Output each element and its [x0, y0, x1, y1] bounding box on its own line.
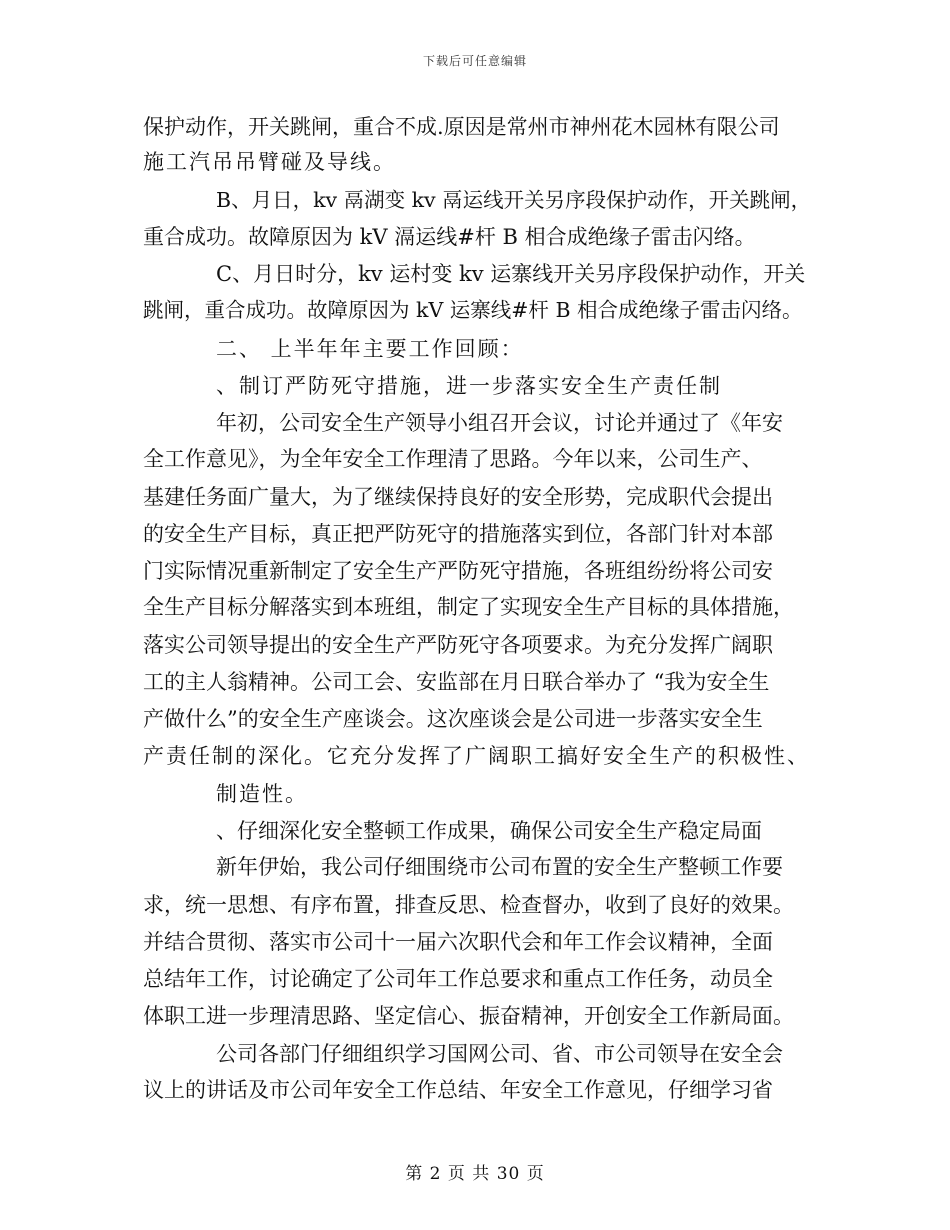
section-heading: 二、 上半年年主要工作回顾：: [216, 337, 524, 361]
text-line: 门实际情况重新制定了安全生产严防死守措施，各班组纷纷将公司安: [143, 559, 773, 583]
text-line: 全工作意见》，为全年安全工作理清了思路。今年以来，公司生产、: [143, 447, 763, 471]
text-line: 新年伊始，我公司仔细围绕市公司布置的安全生产整顿工作要: [216, 855, 783, 879]
text-line: 施工汽吊吊臂碰及导线。: [143, 150, 396, 174]
text-line: 重合成功。故障原因为 kV 滆运线#杆 B 相合成绝缘子雷击闪络。: [143, 225, 756, 249]
text-line: 年初，公司安全生产领导小组召开会议，讨论并通过了《年安: [216, 411, 783, 435]
text-line: 保护动作，开关跳闸，重合不成.原因是常州市神州花木园林有限公司: [143, 115, 780, 139]
text-line: 总结年工作，讨论确定了公司年工作总要求和重点工作任务，动员全: [143, 967, 773, 991]
text-line: 公司各部门仔细组织学习国网公司、省、市公司领导在安全会: [216, 1042, 783, 1066]
text-line: 产责任制的深化。它充分发挥了广阔职工搞好安全生产的积极性、: [143, 744, 810, 768]
text-line: 制造性。: [216, 782, 308, 806]
text-line: 体职工进一步理清思路、坚定信心、振奋精神，开创安全工作新局面。: [143, 1004, 794, 1028]
text-line: 议上的讲话及市公司年安全工作总结、年安全工作意见，仔细学习省: [143, 1078, 773, 1102]
text-line: 落实公司领导提出的安全生产严防死守各项要求。为充分发挥广阔职: [143, 633, 773, 657]
text-line: 跳闸，重合成功。故障原因为 kV 运寨线#杆 B 相合成绝缘子雷击闪络。: [143, 298, 803, 322]
text-line: 全生产目标分解落实到本班组，制定了实现安全生产目标的具体措施，: [143, 595, 794, 619]
page-header: 下载后可任意编辑: [422, 54, 527, 68]
page-number-footer: 第 2 页 共 30 页: [405, 1164, 545, 1184]
text-line: B、月日，kv 鬲湖变 kv 鬲运线开关另序段保护动作，开关跳闸，: [216, 188, 812, 212]
text-line: 基建任务面广量大，为了继续保持良好的安全形势，完成职代会提出: [143, 485, 773, 509]
text-line: 的安全生产目标，真正把严防死守的措施落实到位，各部门针对本部: [143, 522, 773, 546]
text-line: 求，统一思想、有序布置，排查反思、检查督办，收到了良好的效果。: [143, 893, 794, 917]
text-line: 产做什么”的安全生产座谈会。这次座谈会是公司进一步落实安全生: [143, 707, 763, 731]
text-line: 工的主人翁精神。公司工会、安监部在月日联合举办了 “我为安全生: [143, 670, 770, 694]
text-line: 并结合贯彻、落实市公司十一届六次职代会和年工作会议精神，全面: [143, 930, 773, 954]
subsection-heading: 、仔细深化安全整顿工作成果，确保公司安全生产稳定局面: [216, 819, 762, 843]
text-line: C、月日时分，kv 运村变 kv 运寨线开关另序段保护动作，开关: [216, 262, 806, 286]
subsection-heading: 、制订严防死守措施，进一步落实安全生产责任制: [216, 374, 722, 398]
